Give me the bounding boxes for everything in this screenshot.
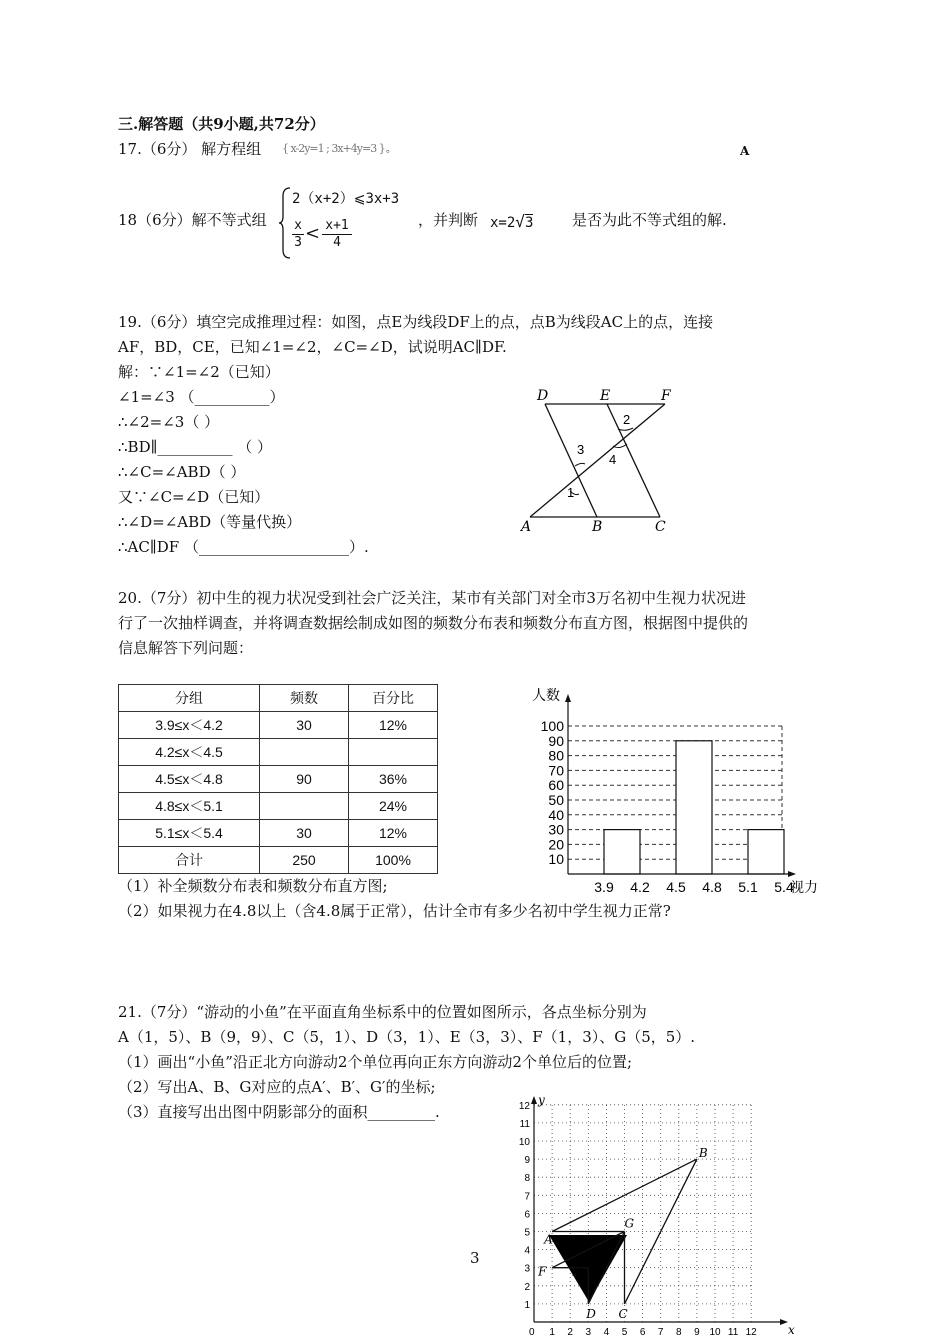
y-tick-label: 2 — [524, 1281, 530, 1293]
label-angle-2: 2 — [623, 412, 631, 427]
x-tick-label: 2 — [567, 1327, 573, 1338]
table-header: 分组 — [119, 685, 260, 712]
label-B: B — [592, 519, 603, 534]
q19-step-3: ∴∠2=∠3（ ） — [118, 413, 220, 431]
q19-step-8: ∴AC∥DF （____________________）. — [118, 538, 369, 556]
table-header: 频数 — [260, 685, 349, 712]
q20-sub2: （2）如果视力在4.8以上（含4.8属于正常），估计全市有多少名初中学生视力正常? — [118, 902, 671, 920]
table-cell: 30 — [260, 820, 349, 847]
x-tick-label: 5 — [621, 1327, 628, 1338]
x-tick-label: 4 — [603, 1327, 610, 1338]
table-cell: 90 — [260, 766, 349, 793]
y-tick-label: 6 — [524, 1209, 530, 1221]
q20-line3: 信息解答下列问题： — [118, 639, 254, 657]
y-tick-label: 9 — [524, 1155, 530, 1167]
point-label-C: C — [618, 1306, 628, 1321]
q18-judge-pre: ，并判断 — [418, 211, 479, 229]
point-label-G: G — [624, 1216, 635, 1231]
q21-sub3: （3）直接写出出图中阴影部分的面积_________. — [118, 1103, 440, 1121]
table-header: 百分比 — [349, 685, 438, 712]
y-tick-label: 7 — [524, 1191, 530, 1203]
q18-x-value — [490, 212, 533, 233]
angle-2-arc — [618, 428, 633, 430]
y-axis-arrow — [531, 1096, 537, 1104]
q21-sub2: （2）写出A、B、G对应的点A′、B′、G′的坐标; — [118, 1078, 436, 1096]
coordinate-grid — [512, 1090, 802, 1340]
x-tick-label: 4.8 — [702, 879, 722, 895]
q20-line2: 行了一次抽样调查，并将调查数据绘制成如图的频数分布表和频数分布直方图，根据图中提供的 — [118, 614, 749, 632]
x-tick-label: 11 — [727, 1327, 739, 1338]
label-F: F — [661, 388, 671, 404]
q19-line1: 19.（6分）填空完成推理过程：如图，点E为线段DF上的点，点B为线段AC上的点，连接 — [118, 313, 714, 331]
table-cell: 100% — [349, 847, 438, 874]
q17-end: 。 — [386, 144, 396, 155]
table-cell: 36% — [349, 766, 438, 793]
y-axis-arrow — [565, 694, 571, 702]
label-angle-1: 1 — [567, 485, 575, 500]
q19-step-2: ∠1=∠3 （__________） — [118, 388, 285, 406]
point-label-D: D — [586, 1306, 596, 1321]
y-tick-label: 5 — [524, 1227, 530, 1239]
table-cell: 4.2≤x＜4.5 — [119, 739, 260, 766]
y-tick-label: 1 — [524, 1299, 530, 1311]
histogram-bar — [748, 830, 784, 874]
y-tick-label: 12 — [518, 1100, 530, 1112]
label-angle-4: 4 — [609, 452, 617, 467]
table-cell: 合计 — [119, 847, 260, 874]
y-tick-label: 20 — [548, 836, 564, 853]
point-label-F: F — [538, 1264, 547, 1279]
histogram-bar — [604, 830, 640, 874]
frequency-table — [118, 684, 438, 874]
table-row — [119, 847, 438, 874]
label-angle-3: 3 — [577, 442, 585, 457]
table-row — [119, 739, 438, 766]
q18-frac1-den: 3 — [292, 234, 304, 251]
q18-label: 18（6分）解不等式组 — [118, 211, 267, 229]
x-tick-label: 5.1 — [738, 879, 758, 895]
y-tick-label: 11 — [519, 1118, 530, 1130]
chart-ylabel: 人数 — [532, 687, 560, 703]
x-tick-label: 12 — [745, 1327, 757, 1338]
grid-origin: 0 — [529, 1327, 535, 1338]
table-cell — [260, 739, 349, 766]
y-tick-label: 10 — [548, 851, 564, 868]
chart-xlabel: 视力 — [790, 879, 818, 895]
q18-frac2 — [322, 218, 352, 251]
y-tick-label: 8 — [524, 1173, 530, 1185]
y-tick-label: 60 — [548, 777, 564, 794]
y-tick-label: 80 — [548, 747, 564, 764]
table-header-row — [119, 685, 438, 712]
q19-step-1: 解：∵∠1=∠2（已知） — [118, 363, 280, 381]
section-title: 三.解答题（共9小题,共72分） — [118, 115, 325, 133]
table-cell: 4.8≤x＜5.1 — [119, 793, 260, 820]
q18-frac2-den: 4 — [322, 234, 352, 251]
q19-step-6: 又∵∠C=∠D（已知） — [118, 488, 270, 506]
angle-3-arc — [575, 463, 585, 466]
q18-brace — [278, 186, 292, 260]
point-label-A: A — [544, 1232, 553, 1247]
line-AF — [530, 404, 665, 517]
y-tick-label: 70 — [548, 762, 564, 779]
y-tick-label: 40 — [548, 806, 564, 823]
x-axis-arrow — [788, 871, 796, 877]
q17-system: { x-2y=1 ; 3x+4y=3 } — [282, 142, 385, 155]
label-E: E — [600, 388, 611, 404]
y-tick-label: 4 — [524, 1245, 530, 1257]
q18-x-value-lhs: x=2 — [490, 215, 516, 231]
q19-step-4: ∴BD∥__________ （ ） — [118, 438, 273, 456]
x-tick-label: 4.2 — [630, 879, 650, 895]
y-tick-label: 90 — [548, 732, 564, 749]
label-C: C — [655, 519, 666, 534]
x-tick-label: 7 — [657, 1327, 664, 1338]
table-row — [119, 820, 438, 847]
q21-sub1: （1）画出“小鱼”沿正北方向游动2个单位再向正东方向游动2个单位后的位置; — [118, 1053, 633, 1071]
y-tick-label: 100 — [540, 718, 564, 734]
q18-frac2-num: x+1 — [325, 218, 349, 233]
q18-ineq1: 2（x+2）⩽3x+3 — [292, 191, 400, 207]
table-cell — [260, 793, 349, 820]
q21-line1: 21.（7分）“游动的小鱼”在平面直角坐标系中的位置如图所示，各点坐标分别为 — [118, 1003, 647, 1021]
q18-x-value-root: 3 — [524, 215, 534, 231]
q17-margin-mark: A — [740, 144, 750, 158]
table-cell: 24% — [349, 793, 438, 820]
q18-ineq2-sign: < — [305, 223, 321, 244]
grid-y-label: y — [538, 1093, 545, 1107]
page-number: 3 — [470, 1249, 480, 1267]
table-cell: 4.5≤x＜4.8 — [119, 766, 260, 793]
q19-step-5: ∴∠C=∠ABD（ ） — [118, 463, 246, 481]
x-tick-label: 8 — [676, 1327, 682, 1338]
label-A: A — [521, 519, 532, 534]
y-tick-label: 10 — [518, 1137, 530, 1148]
x-tick-label: 5.4 — [774, 879, 794, 895]
table-cell: 12% — [349, 712, 438, 739]
q21-line2: A（1，5）、B（9，9）、C（5，1）、D（3，1）、E（3，3）、F（1，3）、G（5，5）. — [118, 1028, 696, 1046]
table-cell — [349, 739, 438, 766]
x-tick-label: 6 — [639, 1327, 646, 1338]
q20-line1: 20.（7分）初中生的视力状况受到社会广泛关注，某市有关部门对全市3万名初中生视力状况进 — [118, 589, 746, 607]
table-cell: 250 — [260, 847, 349, 874]
y-tick-label: 3 — [524, 1263, 530, 1275]
q18-frac1-num: x — [294, 218, 302, 233]
x-axis-arrow — [780, 1319, 788, 1325]
table-row — [119, 712, 438, 739]
q17-label: 17.（6分） 解方程组 — [118, 140, 262, 158]
x-tick-label: 10 — [709, 1327, 721, 1338]
x-tick-label: 3.9 — [594, 879, 614, 895]
q18-frac1 — [292, 218, 304, 251]
q20-sub1: （1）补全频数分布表和频数分布直方图; — [118, 877, 388, 895]
q19-step-7: ∴∠D=∠ABD（等量代换） — [118, 513, 302, 531]
point-label-B: B — [698, 1146, 708, 1161]
table-cell: 12% — [349, 820, 438, 847]
table-row — [119, 793, 438, 820]
q19-line2: AF，BD，CE，已知∠1=∠2，∠C=∠D，试说明AC∥DF. — [118, 338, 507, 356]
table-cell: 5.1≤x＜5.4 — [119, 820, 260, 847]
table-row — [119, 766, 438, 793]
sqrt-symbol: √ — [515, 212, 525, 231]
table-cell: 3.9≤x＜4.2 — [119, 712, 260, 739]
y-tick-label: 30 — [548, 821, 564, 838]
q18-judge-post: 是否为此不等式组的解. — [572, 211, 727, 229]
grid-x-label: x — [788, 1323, 795, 1337]
x-tick-label: 1 — [549, 1327, 555, 1338]
label-D: D — [537, 388, 549, 404]
histogram-bar — [676, 741, 712, 874]
table-cell: 30 — [260, 712, 349, 739]
x-tick-label: 4.5 — [666, 879, 686, 895]
x-tick-label: 9 — [694, 1327, 700, 1338]
line-DB — [545, 404, 597, 517]
x-tick-label: 3 — [585, 1327, 592, 1338]
histogram-chart — [520, 684, 830, 896]
q19-figure — [515, 384, 680, 534]
point-label-E: E — [572, 1264, 582, 1279]
y-tick-label: 50 — [548, 792, 564, 808]
